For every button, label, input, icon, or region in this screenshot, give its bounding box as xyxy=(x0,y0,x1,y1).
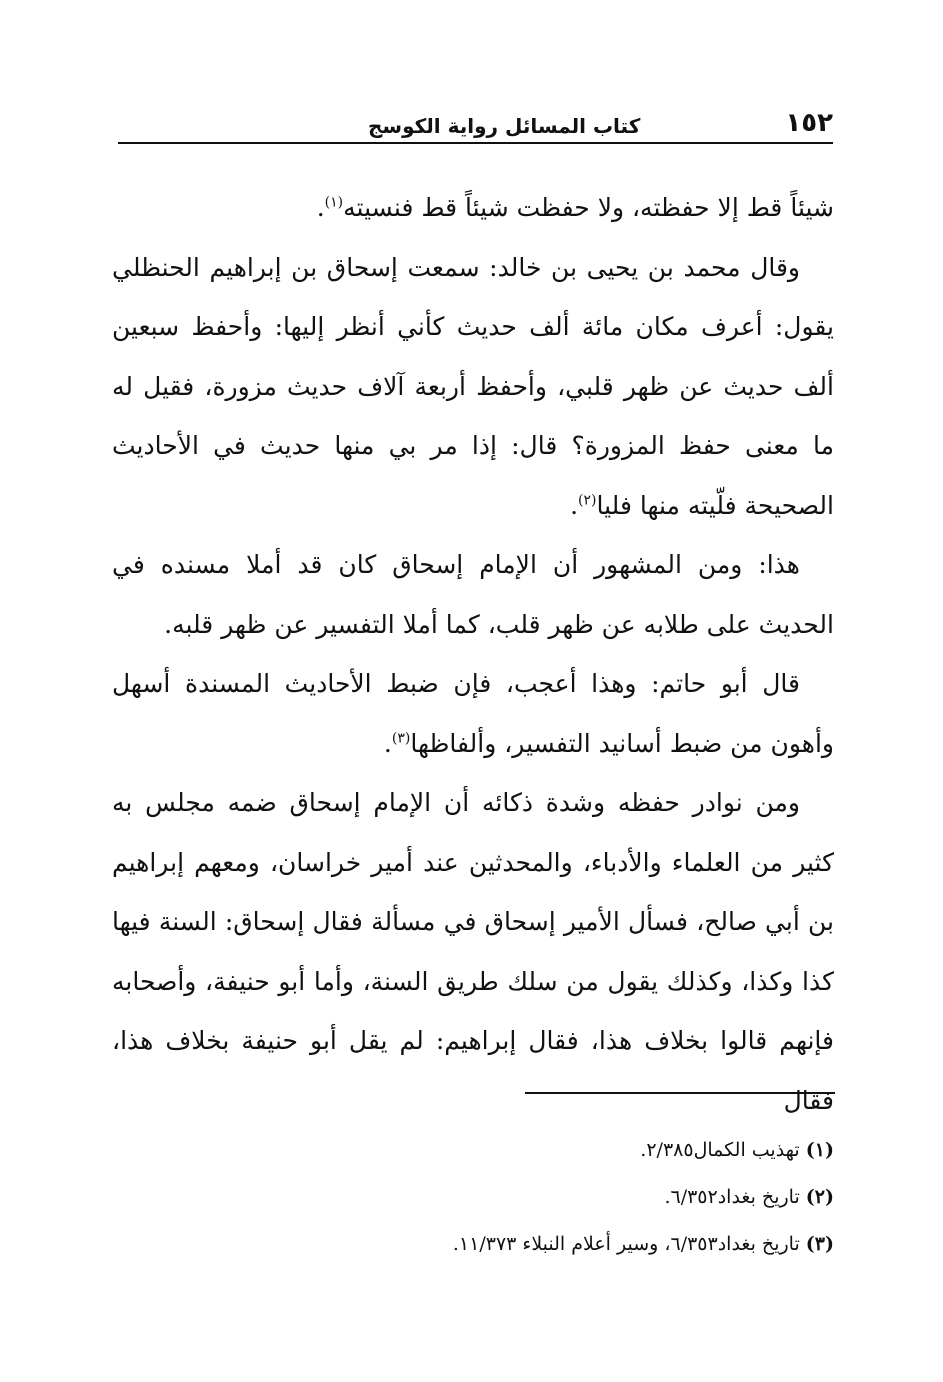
footnote-3-text: تاريخ بغداد٦/٣٥٣، وسير أعلام النبلاء ١١/٣٧٣. xyxy=(452,1233,800,1255)
footnote-2-number: (٢) xyxy=(805,1186,834,1208)
footnote-1-text: تهذيب الكمال٢/٣٨٥. xyxy=(640,1139,800,1161)
footnote-1-number: (١) xyxy=(805,1139,834,1161)
paragraph-2-end: . xyxy=(570,490,579,520)
footnote-3-number: (٣) xyxy=(805,1233,834,1255)
paragraph-2-text: وقال محمد بن يحيى بن خالد: سمعت إسحاق بن إبراهيم الحنظلي يقول: أعرف مكان مائة ألف حديث كأني أنظر إليها: وأحفظ سبعين ألف حديث عن ظهر قلبي، وأحفظ أربعة آلاف حديث مزورة، فقيل له ما معنى حفظ المزورة؟ قال: إذا مر بي منها حديث في الأحاديث الصحيحة فلّيته منها فليا xyxy=(112,252,834,520)
paragraph-1 xyxy=(112,178,834,238)
main-text xyxy=(112,178,834,1130)
footnote-3 xyxy=(200,1221,834,1268)
running-title: كتاب المسائل رواية الكوسج xyxy=(368,114,641,138)
paragraph-2 xyxy=(112,238,834,536)
paragraph-4-text: قال أبو حاتم: وهذا أعجب، فإن ضبط الأحاديث المسندة أسهل وأهون من ضبط أسانيد التفسير، وألفاظها xyxy=(112,669,834,758)
paragraph-1-text: شيئاً قط إلا حفظته، ولا حفظت شيئاً قط فنسيته xyxy=(343,193,834,222)
paragraph-5 xyxy=(112,773,834,1130)
footnote-2 xyxy=(200,1174,834,1221)
footnote-ref-2: (٢) xyxy=(578,492,597,509)
paragraph-1-end: . xyxy=(316,193,325,222)
footnote-2-text: تاريخ بغداد٦/٣٥٢. xyxy=(664,1186,800,1208)
page-number: ١٥٢ xyxy=(785,108,833,138)
footnotes xyxy=(200,1127,834,1268)
paragraph-4 xyxy=(112,654,834,773)
footnote-separator xyxy=(525,1092,835,1094)
paragraph-3 xyxy=(112,535,834,654)
footnote-ref-1: (١) xyxy=(324,194,344,211)
paragraph-5-text: ومن نوادر حفظه وشدة ذكائه أن الإمام إسحاق ضمه مجلس به كثير من العلماء والأدباء، والمحدثين عند أمير خراسان، ومعهم إبراهيم بن أبي صالح، فسأل الأمير إسحاق في مسألة فقال إسحاق: السنة فيها كذا وكذا، وكذلك يقول من سلك طريق السنة، وأما أبو حنيفة، وأصحابه فإنهم قالوا بخلاف هذا، فقال إبراهيم: لم يقل أبو حنيفة بخلاف هذا، فقال xyxy=(112,788,834,1115)
paragraph-4-end: . xyxy=(383,728,392,758)
paragraph-3-text: هذا: ومن المشهور أن الإمام إسحاق كان قد أملا مسنده في الحديث على طلابه عن ظهر قلب، كما أملا التفسير عن ظهر قلبه. xyxy=(112,550,834,639)
footnote-ref-3: (٣) xyxy=(391,730,411,747)
footnote-1 xyxy=(200,1127,834,1174)
page-header xyxy=(118,104,833,144)
